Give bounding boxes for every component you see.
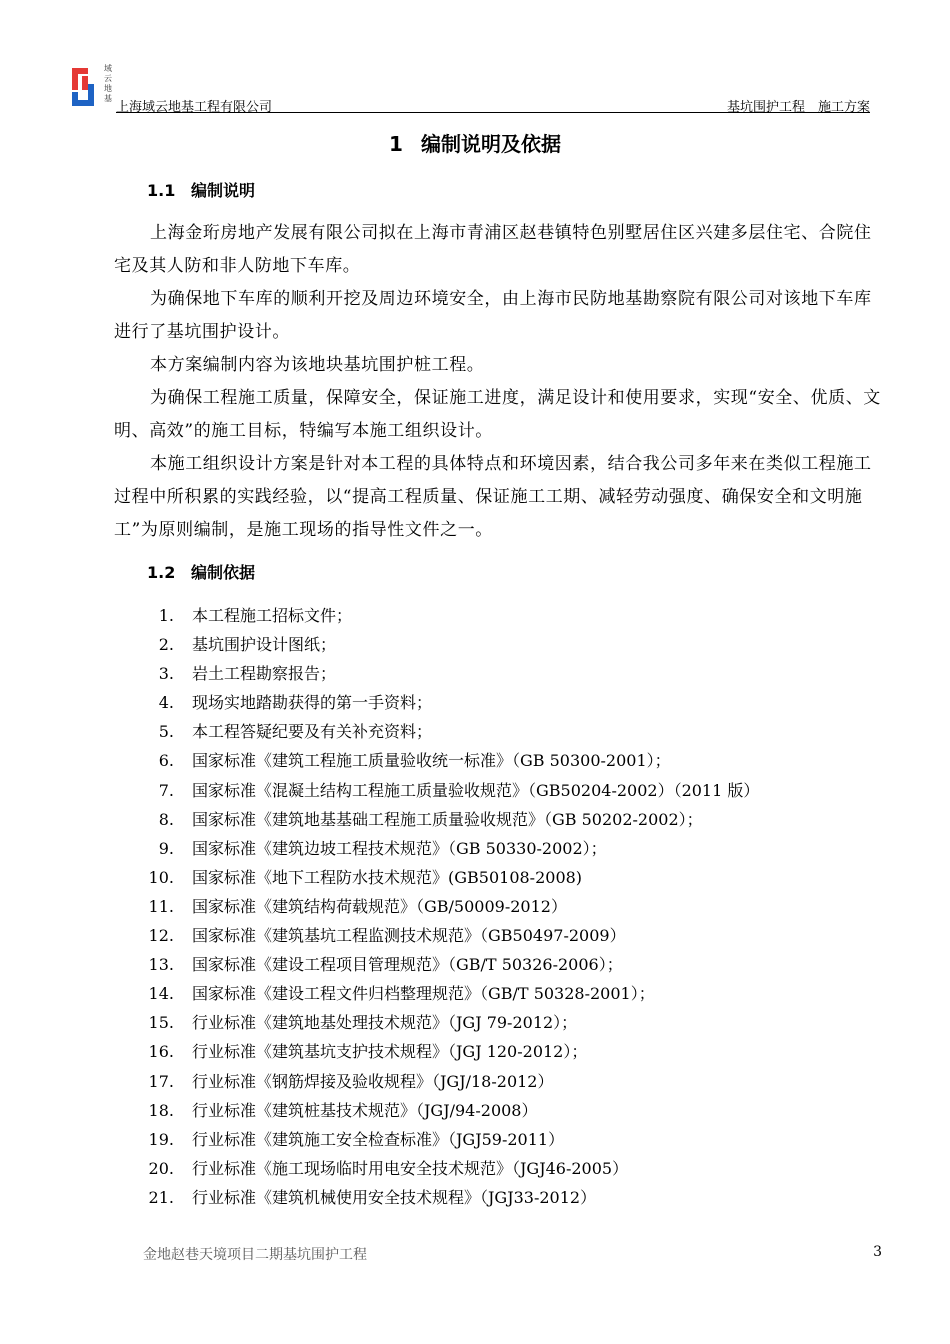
list-text: 国家标准《地下工程防水技术规范》(GB50108-2008) xyxy=(192,867,583,887)
list-text: 行业标准《建筑地基处理技术规范》（JGJ 79-2012）； xyxy=(192,1013,578,1033)
list-text: 国家标准《混凝土结构工程施工质量验收规范》（GB50204-2002）（2011 版） xyxy=(192,780,760,800)
list-number: 18. xyxy=(148,1100,174,1120)
section-number: 1.1 xyxy=(147,181,176,200)
reference-list xyxy=(114,601,884,1212)
chapter-number: 1 xyxy=(389,132,403,156)
logo-text: 域云地基 xyxy=(104,64,112,103)
header-rule xyxy=(116,112,870,113)
list-item xyxy=(114,921,884,950)
list-number: 8. xyxy=(158,809,174,829)
section-number: 1.2 xyxy=(147,563,176,582)
list-text: 国家标准《建筑边坡工程技术规范》（GB 50330-2002）； xyxy=(192,838,607,858)
list-text: 本工程施工招标文件； xyxy=(192,606,353,625)
list-number: 7. xyxy=(158,780,174,800)
paragraph: 本方案编制内容为该地块基坑围护桩工程。 xyxy=(150,355,485,375)
list-item xyxy=(114,659,884,688)
list-item xyxy=(114,863,884,892)
header-company-name: 上海域云地基工程有限公司 xyxy=(116,100,273,115)
list-item xyxy=(114,1183,884,1212)
page-header xyxy=(70,62,870,114)
list-text: 行业标准《钢筋焊接及验收规程》（JGJ/18-2012） xyxy=(192,1071,554,1091)
list-number: 9. xyxy=(158,838,174,858)
section-title: 编制依据 xyxy=(191,563,256,582)
list-item xyxy=(114,1096,884,1125)
list-text: 行业标准《建筑桩基技术规范》（JGJ/94-2008） xyxy=(192,1100,538,1120)
paragraph: 本施工组织设计方案是针对本工程的具体特点和环境因素，结合我公司多年来在类似工程施工过程中所积累的实践经验，以“提高工程质量、保证施工工期、减轻劳动强度、确保安全和文明施工”为原则编制，是施工现场的指导性文件之一。 xyxy=(114,454,872,540)
list-text: 行业标准《施工现场临时用电安全技术规范》（JGJ46-2005） xyxy=(192,1158,629,1178)
list-item xyxy=(114,1067,884,1096)
list-number: 1. xyxy=(158,606,174,625)
list-number: 6. xyxy=(158,751,174,771)
list-number: 10. xyxy=(148,867,174,887)
list-text: 国家标准《建筑结构荷载规范》（GB/50009-2012） xyxy=(192,896,567,916)
list-item xyxy=(114,1154,884,1183)
list-item xyxy=(114,601,884,630)
list-item xyxy=(114,630,884,659)
list-item xyxy=(114,834,884,863)
list-text: 国家标准《建筑基坑工程监测技术规范》（GB50497-2009） xyxy=(192,926,626,946)
list-text: 行业标准《建筑施工安全检查标准》（JGJ59-2011） xyxy=(192,1129,565,1149)
list-number: 15. xyxy=(148,1013,174,1033)
list-item xyxy=(114,688,884,717)
list-number: 3. xyxy=(158,664,174,684)
list-number: 5. xyxy=(158,722,174,742)
list-number: 12. xyxy=(148,926,174,946)
header-document-type: 基坑围护工程 施工方案 xyxy=(726,100,870,115)
list-text: 国家标准《建设工程项目管理规范》（GB/T 50326-2006）； xyxy=(192,955,623,975)
list-text: 国家标准《建筑工程施工质量验收统一标准》（GB 50300-2001）； xyxy=(192,751,671,771)
list-text: 国家标准《建设工程文件归档整理规范》（GB/T 50328-2001）； xyxy=(192,984,655,1004)
list-number: 14. xyxy=(148,984,174,1004)
list-item xyxy=(114,776,884,805)
list-text: 行业标准《建筑基坑支护技术规程》（JGJ 120-2012）； xyxy=(192,1042,588,1062)
footer-project-name: 金地赵巷天境项目二期基坑围护工程 xyxy=(143,1247,367,1263)
list-text: 本工程答疑纪要及有关补充资料； xyxy=(192,722,433,742)
list-text: 岩土工程勘察报告； xyxy=(192,664,337,684)
list-number: 21. xyxy=(148,1187,174,1207)
list-text: 国家标准《建筑地基基础工程施工质量验收规范》（GB 50202-2002）； xyxy=(192,809,703,829)
paragraph: 为确保工程施工质量，保障安全，保证施工进度，满足设计和使用要求，实现“安全、优质、文明、高效”的施工目标，特编写本施工组织设计。 xyxy=(114,388,881,441)
list-item xyxy=(114,1008,884,1037)
paragraph: 为确保地下车库的顺利开挖及周边环境安全，由上海市民防地基勘察院有限公司对该地下车库进行了基坑围护设计。 xyxy=(114,289,872,342)
paragraph: 上海金珩房地产发展有限公司拟在上海市青浦区赵巷镇特色别墅居住区兴建多层住宅、合院住宅及其人防和非人防地下车库。 xyxy=(114,223,872,276)
list-item xyxy=(114,805,884,834)
list-number: 11. xyxy=(148,896,174,916)
chapter-title-text: 编制说明及依据 xyxy=(420,132,561,156)
list-item xyxy=(114,717,884,746)
section-title: 编制说明 xyxy=(191,181,256,200)
list-number: 20. xyxy=(148,1158,174,1178)
list-text: 行业标准《建筑机械使用安全技术规程》（JGJ33-2012） xyxy=(192,1187,597,1207)
list-text: 现场实地踏勘获得的第一手资料； xyxy=(192,693,433,713)
list-item xyxy=(114,950,884,979)
list-item xyxy=(114,746,884,775)
list-number: 19. xyxy=(148,1129,174,1149)
list-item xyxy=(114,892,884,921)
chapter-title xyxy=(0,128,950,157)
list-item xyxy=(114,1125,884,1154)
list-text: 基坑围护设计图纸； xyxy=(192,635,337,655)
list-number: 16. xyxy=(148,1042,174,1062)
list-number: 13. xyxy=(148,955,174,975)
list-number: 17. xyxy=(148,1071,174,1091)
section-heading-1-2 xyxy=(147,560,255,583)
list-number: 4. xyxy=(158,693,174,713)
section-heading-1-1 xyxy=(147,178,255,201)
list-number: 2. xyxy=(158,635,174,655)
page-number: 3 xyxy=(873,1244,882,1260)
list-item xyxy=(114,1037,884,1066)
list-item xyxy=(114,979,884,1008)
